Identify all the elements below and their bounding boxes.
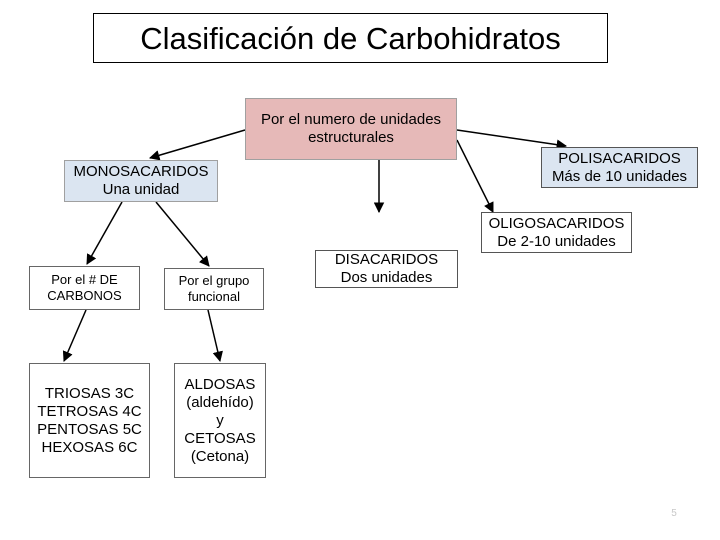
- por-grupo-node: Por el grupo funcional: [164, 268, 264, 310]
- page-title: Clasificación de Carbohidratos: [93, 13, 608, 63]
- arrow-mono-to-grupo: [156, 202, 209, 266]
- arrow-grupo-to-tipos: [208, 310, 220, 361]
- tipos-por-grupo-node: ALDOSAS (aldehído) y CETOSAS (Cetona): [174, 363, 266, 478]
- oligosacaridos-node: OLIGOSACARIDOS De 2-10 unidades: [481, 212, 632, 253]
- por-carbonos-node: Por el # DE CARBONOS: [29, 266, 140, 310]
- tipos-por-carbonos-node: TRIOSAS 3C TETROSAS 4C PENTOSAS 5C HEXOSAS 6C: [29, 363, 150, 478]
- arrow-root-to-oligo: [457, 140, 493, 212]
- polisacaridos-node: POLISACARIDOS Más de 10 unidades: [541, 147, 698, 188]
- page-number: 5: [671, 508, 677, 519]
- arrow-root-to-mono: [150, 130, 245, 158]
- root-node: Por el numero de unidades estructurales: [245, 98, 457, 160]
- arrow-carbonos-to-tipos: [64, 310, 86, 361]
- arrow-root-to-poli: [457, 130, 566, 146]
- disacaridos-node: DISACARIDOS Dos unidades: [315, 250, 458, 288]
- monosacaridos-node: MONOSACARIDOS Una unidad: [64, 160, 218, 202]
- arrow-mono-to-carbonos: [87, 202, 122, 264]
